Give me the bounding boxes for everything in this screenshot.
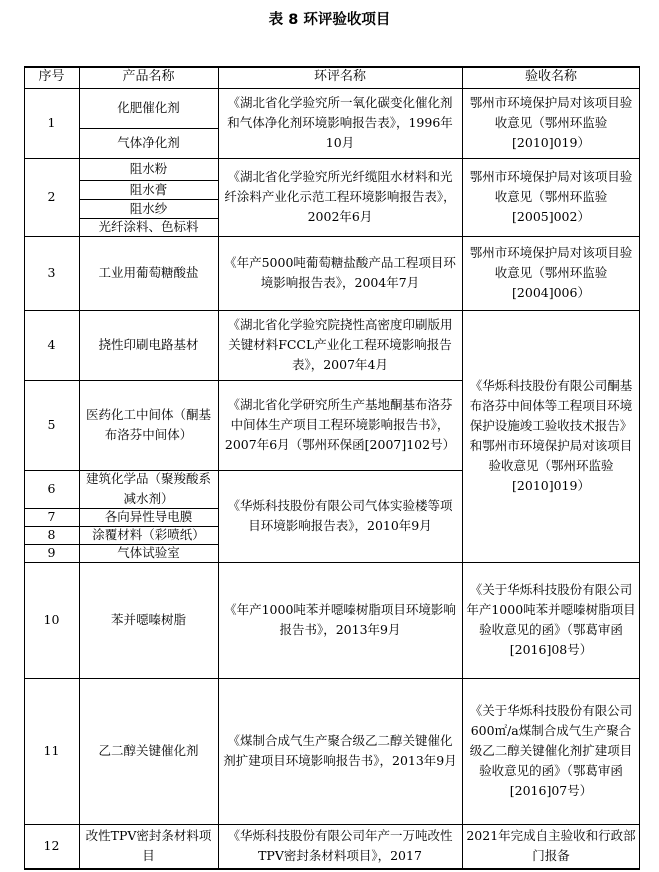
product-name: 各向异性导电膜 (104, 509, 193, 524)
product-name: 苯并噁嗪树脂 (110, 612, 186, 627)
header-product: 产品名称 (122, 69, 175, 84)
row-no: 2 (47, 189, 56, 204)
row-divider (79, 180, 218, 181)
row-divider (79, 218, 218, 219)
row-divider (24, 526, 218, 527)
product-name: 建筑化学品（聚羧酸系减水剂） (85, 471, 211, 506)
header-eia: 环评名称 (313, 69, 366, 84)
row-divider (79, 128, 218, 129)
acceptance-name: 鄂州市环境保护局对该项目验收意见（鄂州环监验[2010]019） (469, 95, 633, 150)
header-no: 序号 (38, 69, 65, 84)
row-no: 11 (43, 743, 60, 758)
product-name: 挠性印刷电路基材 (98, 337, 199, 352)
product-name: 化肥催化剂 (117, 100, 180, 115)
row-divider (24, 158, 640, 159)
row-divider (24, 544, 218, 545)
eia-name: 《华烁科技股份有限公司气体实验楼等项目环境影响报告表》，2010年9月 (227, 498, 453, 533)
product-name: 光纤涂料、色标料 (98, 219, 199, 234)
row-divider (24, 678, 640, 679)
row-no: 5 (47, 417, 56, 432)
row-divider (24, 562, 640, 563)
product-name: 涂覆材料（彩喷纸） (92, 527, 205, 542)
acceptance-name: 2021年完成自主验收和行政部门报备 (466, 828, 636, 863)
row-no: 12 (43, 838, 60, 853)
table-title: 表 8 环评验收项目 (268, 12, 391, 28)
product-name: 气体试验室 (117, 545, 180, 560)
row-divider (24, 310, 640, 311)
row-divider (24, 508, 218, 509)
row-no: 4 (47, 337, 56, 352)
eia-name: 《煤制合成气生产聚合级乙二醇关键催化剂扩建项目环境影响报告书》，2013年9月 (223, 733, 457, 768)
header-acceptance: 验收名称 (524, 69, 577, 84)
row-no: 6 (47, 481, 56, 496)
row-divider (24, 380, 462, 381)
row-divider (24, 236, 640, 237)
acceptance-name: 鄂州市环境保护局对该项目验收意见（鄂州环监验[2005]002） (469, 169, 633, 224)
product-name: 气体净化剂 (117, 135, 180, 150)
product-name: 阻水粉 (129, 161, 168, 176)
row-no: 7 (47, 509, 56, 524)
acceptance-name: 《关于华烁科技股份有限公司600㎡/a煤制合成气生产聚合级乙二醇关键催化剂扩建项目验收意见的函》（鄂葛审函[2016]07号） (469, 703, 633, 798)
row-no: 3 (47, 265, 56, 280)
row-divider (24, 66, 640, 68)
row-no: 8 (47, 527, 56, 542)
acceptance-table (24, 66, 640, 870)
product-name: 乙二醇关键催化剂 (98, 743, 199, 758)
product-name: 工业用葡萄糖酸盐 (98, 265, 199, 280)
eia-name: 《湖北省化学验究院挠性高密度印刷版用关键材料FCCL产业化工程环境影响报告表》，2007年4月 (227, 317, 453, 372)
row-no: 10 (43, 612, 60, 627)
product-name: 改性TPV密封条材料项目 (85, 828, 212, 863)
eia-name: 《年产5000吨葡萄糖盐酸产品工程项目环境影响报告表》，2004年7月 (224, 255, 456, 290)
product-name: 阻水膏 (129, 181, 168, 197)
eia-name: 《湖北省化学验究所光纤缆阻水材料和光纤涂料产业化示范工程环境影响报告表》，2002年6月 (224, 169, 456, 224)
product-name: 阻水纱 (129, 200, 168, 216)
eia-name: 《年产1000吨苯并噁嗪树脂项目环境影响报告书》，2013年9月 (224, 602, 456, 637)
eia-name: 《湖北省化学验究所一氧化碳变化催化剂和气体净化剂环境影响报告表》，1996年10月 (227, 95, 453, 150)
acceptance-name: 《华烁科技股份有限公司酮基布洛芬中间体等工程项目环境保护设施竣工验收技术报告》和鄂州市环境保护局对该项目验收意见（鄂州环监验[2010]019） (469, 378, 633, 493)
row-divider (24, 470, 462, 471)
row-divider (79, 199, 218, 200)
row-divider (24, 824, 640, 825)
row-divider (24, 868, 640, 870)
row-no: 1 (47, 115, 56, 130)
row-divider (24, 88, 640, 89)
eia-name: 《华烁科技股份有限公司年产一万吨改性TPV密封条材料项目》，2017 (227, 828, 453, 863)
row-no: 9 (47, 545, 56, 560)
eia-name: 《湖北省化学研究所生产基地酮基布洛芬中间体生产项目工程环境影响报告书》，2007年6月（鄂州环保函[2007]102号） (224, 397, 456, 452)
acceptance-name: 《关于华烁科技股份有限公司年产1000吨苯并噁嗪树脂项目验收意见的函》（鄂葛审函[2016]08号） (466, 582, 636, 657)
acceptance-name: 鄂州市环境保护局对该项目验收意见（鄂州环监验[2004]006） (469, 245, 633, 300)
product-name: 医药化工中间体（酮基布洛芬中间体） (85, 407, 211, 442)
